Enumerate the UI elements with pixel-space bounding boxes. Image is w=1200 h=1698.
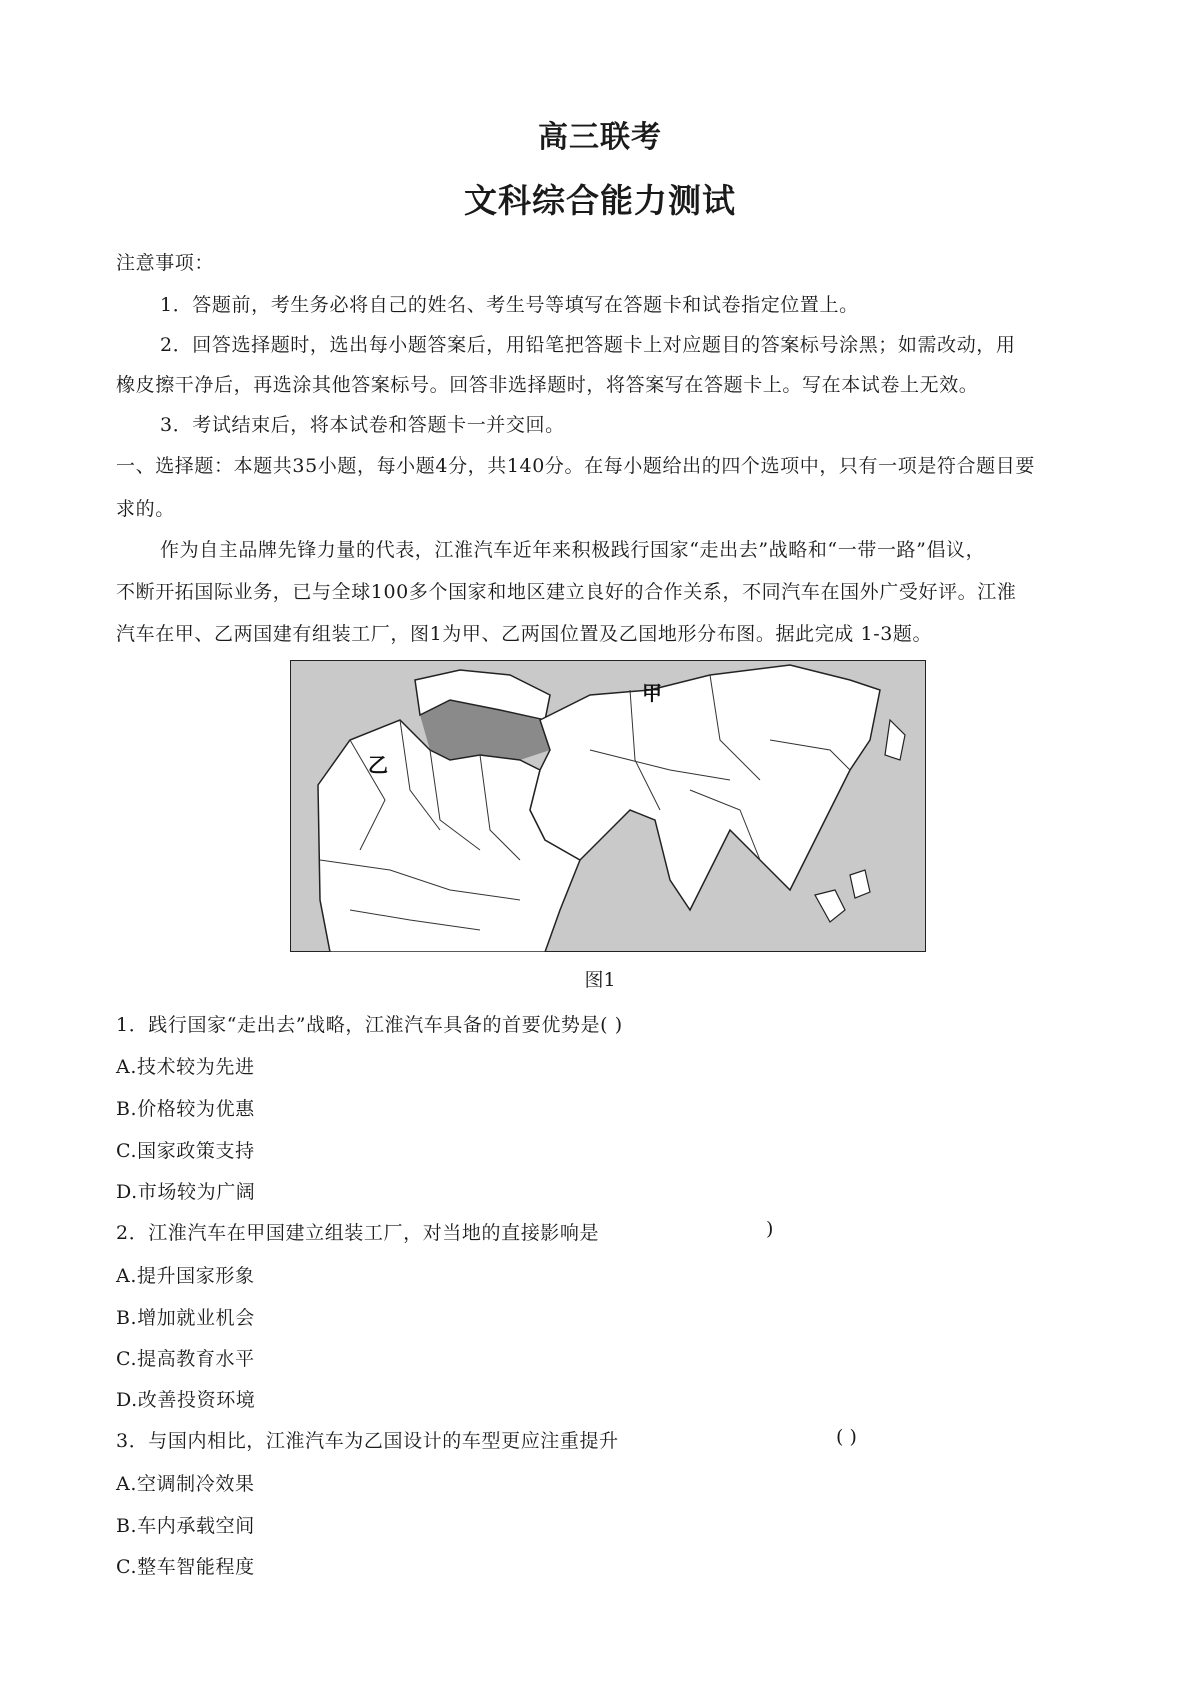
notice-item-1: 1．答题前，考生务必将自己的姓名、考生号等填写在答题卡和试卷指定位置上。 — [160, 294, 859, 316]
question-1-option-c: C.国家政策支持 — [116, 1140, 255, 1162]
question-2-option-d: D.改善投资环境 — [116, 1389, 256, 1411]
section-heading-line-1: 一、选择题：本题共35小题，每小题4分，共140分。在每小题给出的四个选项中，只有一项是符合题目要 — [116, 455, 1035, 477]
notice-heading: 注意事项： — [116, 252, 215, 274]
question-1-option-b: B.价格较为优惠 — [116, 1098, 255, 1120]
notice-item-2-line-1: 2．回答选择题时，选出每小题答案后，用铅笔把答题卡上对应题目的答案标号涂黑；如需改动，用 — [160, 334, 1016, 356]
question-2-paren: ) — [766, 1218, 774, 1240]
question-3-paren: ( ) — [836, 1426, 857, 1448]
question-1-stem: 1．践行国家“走出去”战略，江淮汽车具备的首要优势是( ) — [116, 1014, 623, 1036]
map-label-jia: 甲 — [642, 681, 662, 705]
question-2-option-b: B.增加就业机会 — [116, 1307, 255, 1329]
section-heading-line-2: 求的。 — [116, 498, 175, 520]
map-label-yi: 乙 — [368, 753, 388, 777]
question-2-option-c: C.提高教育水平 — [116, 1348, 255, 1370]
question-3-option-b: B.车内承载空间 — [116, 1515, 255, 1537]
question-3-option-a: A.空调制冷效果 — [116, 1473, 255, 1495]
exam-subtitle: 文科综合能力测试 — [464, 181, 736, 220]
question-1-option-a: A.技术较为先进 — [116, 1056, 255, 1078]
question-3-option-c: C.整车智能程度 — [116, 1556, 255, 1578]
notice-item-2-line-2: 橡皮擦干净后，再选涂其他答案标号。回答非选择题时，将答案写在答题卡上。写在本试卷上无效。 — [116, 374, 979, 396]
figure-map — [290, 660, 926, 952]
passage-line-2: 不断开拓国际业务，已与全球100多个国家和地区建立良好的合作关系，不同汽车在国外广受好评。江淮 — [116, 581, 1017, 603]
question-2-stem: 2．江淮汽车在甲国建立组装工厂，对当地的直接影响是 — [116, 1222, 600, 1244]
passage-line-3: 汽车在甲、乙两国建有组装工厂，图1为甲、乙两国位置及乙国地形分布图。据此完成 1-3题。 — [116, 623, 933, 645]
question-2-option-a: A.提升国家形象 — [116, 1265, 255, 1287]
figure-caption: 图1 — [584, 969, 616, 991]
question-3-stem: 3．与国内相比，江淮汽车为乙国设计的车型更应注重提升 — [116, 1430, 619, 1452]
notice-item-3: 3．考试结束后，将本试卷和答题卡一并交回。 — [160, 414, 565, 436]
question-1-option-d: D.市场较为广阔 — [116, 1181, 256, 1203]
exam-title: 高三联考 — [538, 120, 662, 155]
passage-line-1: 作为自主品牌先锋力量的代表，江淮汽车近年来积极践行国家“走出去”战略和“一带一路”倡议， — [160, 539, 986, 561]
